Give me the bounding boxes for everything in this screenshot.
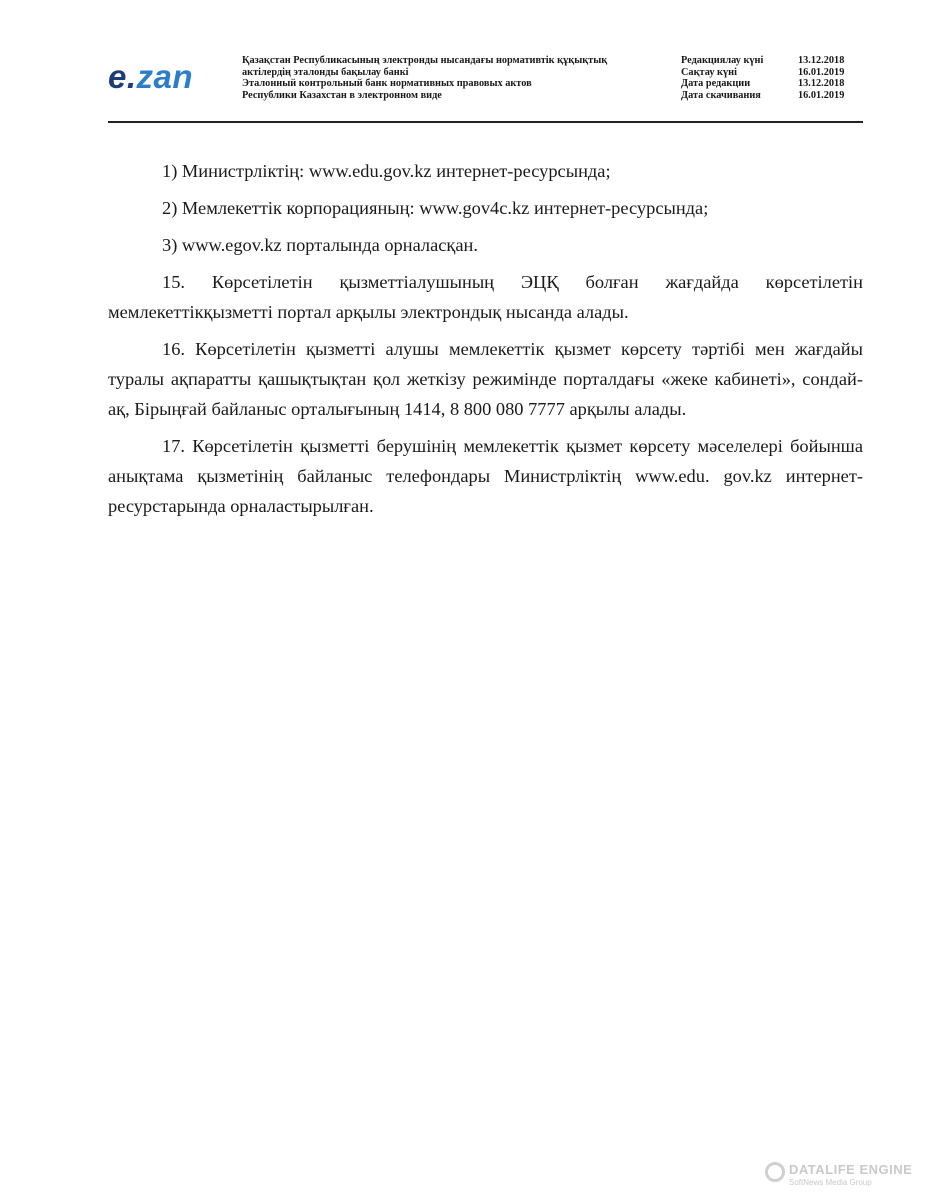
meta-value: 16.01.2019 [798,66,845,78]
meta-value: 16.01.2019 [798,90,845,102]
bank-title [242,55,662,102]
bank-title-line: Республики Казахстан в электронном виде [242,90,442,102]
meta-label: Редакциялау күні [681,55,764,66]
paragraph: 1) Министрліктің: www.edu.gov.kz интернет-ресурсында; [162,161,611,181]
paragraph: 3) www.egov.kz порталында орналасқан. [162,235,478,255]
watermark [765,1160,925,1194]
header-divider [108,121,863,123]
meta-value: 13.12.2018 [798,78,845,90]
meta-label: Сақтау күні [681,66,737,78]
meta-value: 13.12.2018 [798,55,845,66]
bank-title-line: Қазақстан Республикасының электронды нысандағы нормативтік құқықтық [242,55,608,66]
meta-row [681,67,861,79]
paragraph: 2) Мемлекеттік корпорацияның: www.gov4c.kz интернет-ресурсында; [162,198,709,218]
meta-row [681,78,861,90]
datalife-logo-icon [765,1162,785,1182]
document-body [108,156,863,521]
date-meta [681,55,861,102]
meta-row [681,55,861,67]
meta-row [681,90,861,102]
paragraph: 16. Көрсетілетін қызметті алушы мемлекеттік қызмет көрсету тәртібі мен жағдайы туралы ақпаратты қашықтықтан қол жеткізу режимінде порталдағы «жеке кабинеті», сондай-ақ, Бірыңғай байланыс орталығының 1414, 8 800 080 7777 арқылы алады. [108,339,863,419]
paragraph: 15. Көрсетілетін қызметтіалушының ЭЦҚ болған жағдайда көрсетілетін мемлекеттікқызметті портал арқылы электрондық нысанда алады. [108,272,863,322]
meta-label: Дата скачивания [681,90,761,102]
watermark-title: DATALIFE ENGINE [789,1162,913,1177]
bank-title-line: Эталонный контрольный банк нормативных правовых актов [242,78,532,90]
bank-title-line: актілердің эталонды бақылау банкі [242,66,409,78]
paragraph: 17. Көрсетілетін қызметті берушінің мемлекеттік қызмет көрсету мәселелері бойынша анықтама қызметінің байланыс телефондары Министрліктің www.edu. gov.kz интернет-ресурстарында орналастырылған. [108,436,863,516]
watermark-subtitle: SoftNews Media Group [789,1178,872,1187]
ezan-logo: e.zan [108,58,194,95]
document-header [108,52,863,122]
meta-label: Дата редакции [681,78,751,90]
